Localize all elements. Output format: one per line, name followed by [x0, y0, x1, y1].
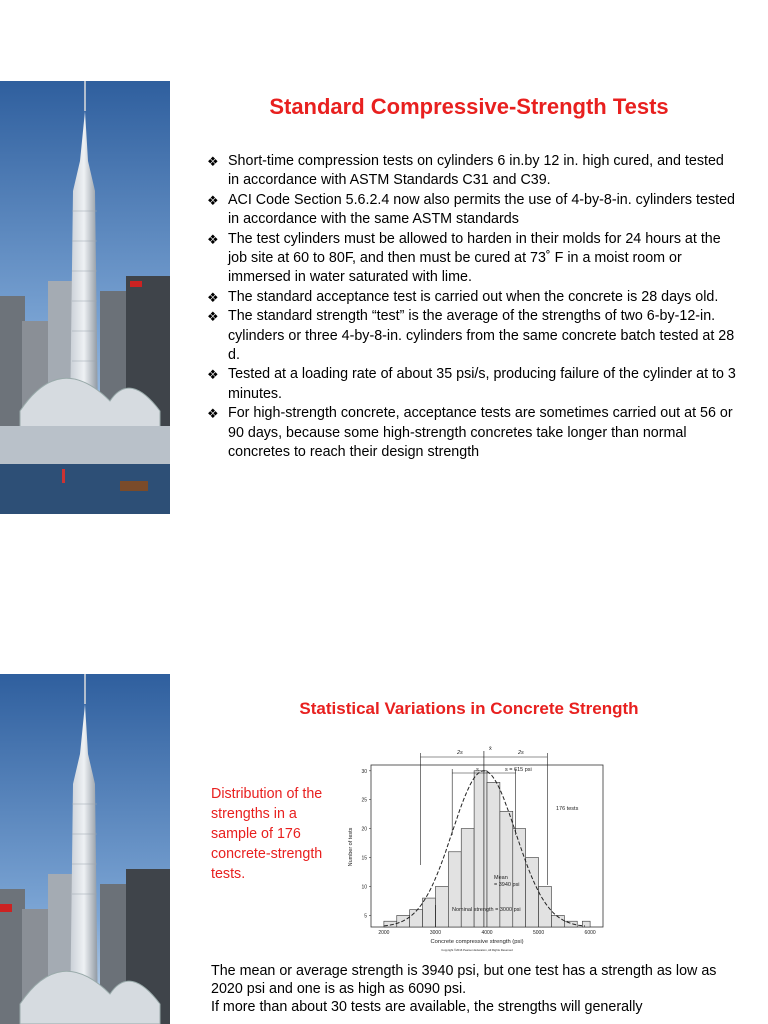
- histogram-bar: [435, 887, 448, 928]
- x-axis-label: Concrete compressive strength (psi): [430, 939, 524, 945]
- x-tick-label: 3000: [429, 930, 442, 936]
- slide-2: [0, 600, 768, 1024]
- y-tick-label: 20: [361, 826, 367, 833]
- figure-caption: Distribution of the strengths in a sample of 176 concrete-strength tests.: [211, 786, 323, 882]
- y-tick-label: 15: [361, 855, 367, 862]
- slide-title: Standard Compressive-Strength Tests: [269, 94, 669, 119]
- x-tick-label: 5000: [532, 930, 545, 936]
- nominal-strength-label: Nominal strength = 3000 psi: [452, 907, 521, 913]
- x-tick-label: 6000: [584, 930, 596, 936]
- copyright-note: Copyright ©2016 Pearson Education, All Rights Reserved: [441, 948, 513, 952]
- two-s-right-label: 2s: [518, 750, 524, 756]
- histogram-bar: [410, 910, 423, 927]
- bullet-diamond-icon: ❖: [207, 289, 219, 305]
- bullet-diamond-icon: ❖: [207, 309, 219, 325]
- slide-title: Statistical Variations in Concrete Strength: [299, 699, 639, 718]
- bullet-item: ❖ The test cylinders must be allowed to harden in their molds for 24 hours at the job site at 60 to 80F, and then must be cured at 73˚ F in a moist room or immersed in water saturated with lime.: [207, 230, 721, 286]
- two-s-left-label: 2s: [457, 750, 463, 756]
- bullet-item: ❖ Short-time compression tests on cylinders 6 in.by 12 in. high cured, and tested in accordance with ASTM Standards C31 and C39.: [207, 153, 724, 189]
- bullet-diamond-icon: ❖: [207, 192, 219, 208]
- sample-count-label: 176 tests: [556, 806, 579, 812]
- bullet-diamond-icon: ❖: [207, 154, 219, 169]
- y-tick-label: 5: [364, 913, 367, 920]
- mean-value-label: = 3940 psi: [494, 882, 520, 888]
- x-tick-label: 2000: [378, 930, 390, 936]
- bullet-item: ❖ The standard strength “test” is the average of the strengths of two 6-by-12-in. cylinders or three 4-by-8-in. cylinders from the same concrete batch tested at 28 d.: [207, 308, 735, 364]
- histogram-chart: [346, 745, 608, 955]
- xbar-label: x̄: [489, 746, 492, 752]
- bullet-diamond-icon: ❖: [207, 406, 219, 422]
- skyline-photo: [0, 674, 170, 1024]
- paragraph: The mean or average strength is 3940 psi, but one test has a strength as low as 2020 psi and one is as high as 6090 psi.: [211, 963, 717, 997]
- histogram-bar: [448, 852, 461, 927]
- skyline-photo: [0, 81, 170, 514]
- city-skyline-image: [0, 81, 170, 514]
- body-text: [211, 962, 751, 1016]
- bullet-item: ❖ Tested at a loading rate of about 35 psi/s, producing failure of the cylinder at to 3 minutes.: [207, 366, 736, 402]
- histogram-bar: [474, 771, 487, 927]
- histogram-figure: [346, 745, 608, 955]
- bullet-list: [207, 152, 737, 463]
- paragraph: If more than about 30 tests are available, the strengths will generally: [211, 999, 643, 1015]
- x-tick-label: 4000: [481, 930, 493, 936]
- bullet-item: ❖ The standard acceptance test is carried out when the concrete is 28 days old.: [207, 288, 737, 307]
- y-axis-label: Number of tests: [348, 827, 354, 867]
- histogram-bar: [423, 898, 436, 927]
- histogram-bar: [539, 887, 552, 928]
- y-tick-label: 25: [361, 797, 367, 804]
- bullet-diamond-icon: ❖: [207, 367, 219, 383]
- y-tick-label: 30: [361, 768, 367, 775]
- s-label: s: [476, 767, 479, 773]
- histogram-bar: [582, 921, 590, 927]
- mean-label: Mean: [494, 875, 508, 881]
- bullet-item: ❖ ACI Code Section 5.6.2.4 now also permits the use of 4-by-8-in. cylinders tested in accordance with the same ASTM standards: [207, 191, 736, 228]
- y-tick-label: 10: [361, 884, 367, 891]
- std-dev-label: s = 615 psi: [505, 767, 532, 773]
- histogram-bar: [487, 782, 500, 927]
- city-skyline-image: [0, 674, 170, 1024]
- bullet-item: ❖ For high-strength concrete, acceptance tests are sometimes carried out at 56 or 90 days, because some high-strength concretes take longer than normal concretes to reach their design strength: [207, 405, 733, 461]
- bullet-diamond-icon: ❖: [207, 231, 219, 247]
